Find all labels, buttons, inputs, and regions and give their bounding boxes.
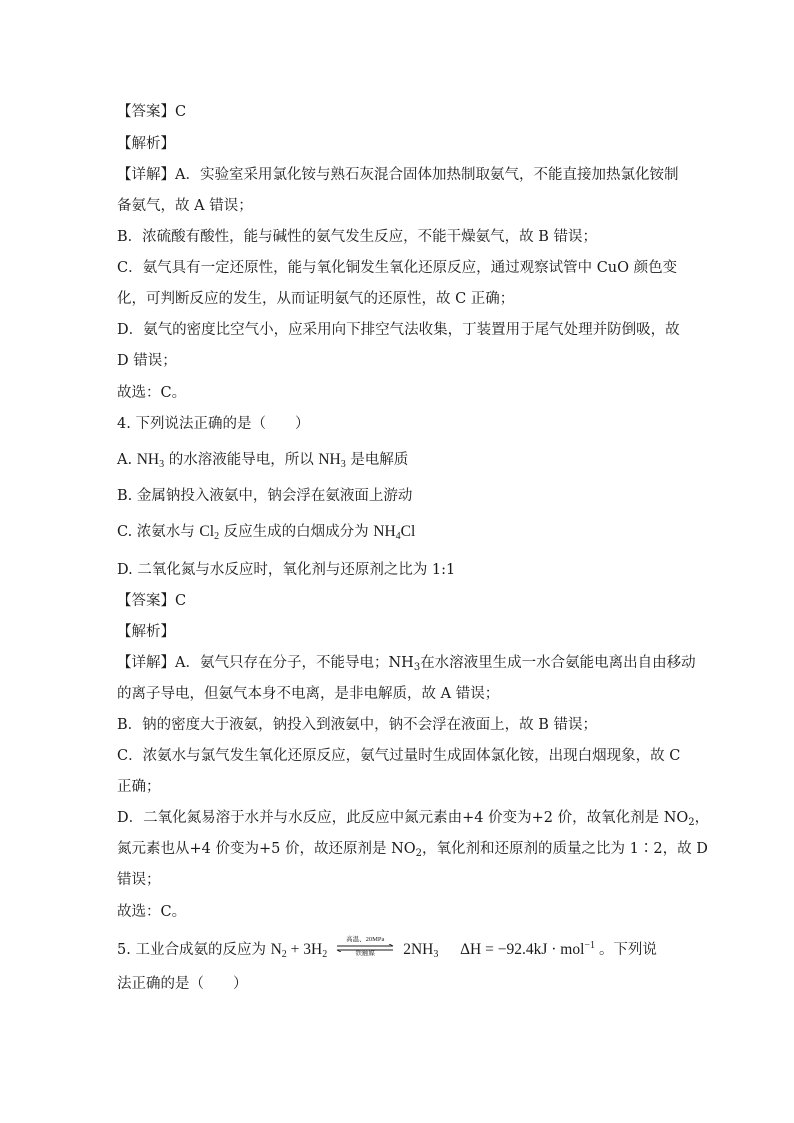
q4-option-c [117, 522, 415, 542]
q3-analysis-label: 【解析】 [117, 136, 175, 152]
formula-nh3-sub: 3 [159, 459, 165, 470]
q5-stem-line-2: 法正确的是（ ） [117, 976, 248, 992]
q4-option-d-analysis-2-pre: 氮元素也从+4 价变为+5 价，故还原剂是 NO [117, 841, 416, 857]
q4-option-a-prefix: A. [117, 452, 137, 468]
formula-cl2 [199, 523, 219, 540]
formula-nh3-second [318, 451, 345, 468]
q4-option-b-analysis: B．钠的密度大于液氨，钠投入到液氨中，钠不会浮在液面上，故 B 错误； [117, 717, 598, 733]
formula-reaction [270, 936, 599, 960]
formula-nh3 [137, 451, 164, 468]
q3-option-d-analysis-1: D．氨气的密度比空气小，应采用向下排空气法收集，丁装置用于尾气处理并防倒吸，故 [117, 322, 680, 338]
q4-detail-line-1-post: 在水溶液里生成一水合氨能电离出自由移动 [420, 655, 696, 671]
q4-option-a-suffix: 是电解质 [350, 452, 409, 468]
formula-2nh3-base: 2NH [403, 941, 434, 958]
q3-detail-line-2: 备氨气，故 A 错误； [117, 198, 253, 214]
q4-answer: 【答案】C [117, 593, 187, 609]
formula-nh4cl-cl: Cl [400, 523, 416, 540]
q4-option-d-analysis-2-post: ，氧化剂和还原剂的质量之比为 1∶2，故 D [422, 841, 708, 857]
formula-enthalpy: ΔH = −92.4kJ · mol [460, 941, 585, 958]
q4-analysis-label: 【解析】 [117, 624, 175, 640]
q4-detail-line-2: 的离子导电，但氨气本身不电离，是非电解质，故 A 错误； [117, 686, 500, 702]
formula-2nh3-sub: 3 [433, 949, 439, 960]
q5-stem-suffix: 。下列说 [598, 942, 657, 958]
formula-enthalpy-exponent: −1 [584, 940, 596, 951]
q4-option-a-middle: 的水溶液能导电，所以 [168, 452, 314, 468]
formula-3h2-base: + 3H [286, 941, 323, 958]
reaction-condition-bottom: 铁触媒 [355, 950, 375, 957]
q3-option-d-analysis-2: D 错误； [117, 353, 177, 369]
reaction-condition-top: 高温、20MPa [346, 936, 385, 943]
formula-nh3-base: NH [136, 451, 160, 468]
q5-stem-line-1 [117, 938, 657, 960]
q3-choose: 故选：C。 [117, 385, 187, 401]
q4-option-d-analysis-2 [117, 839, 708, 859]
formula-cl2-base: Cl [199, 523, 215, 540]
formula-cl2-sub: 2 [214, 531, 220, 542]
q4-option-c-analysis-2: 正确； [117, 779, 161, 795]
formula-nh3-second-base: NH [318, 451, 341, 468]
q3-option-c-analysis-1: C．氨气具有一定还原性，能与氧化铜发生氧化还原反应，通过观察试管中 CuO 颜色变 [117, 260, 678, 276]
q4-stem: 4. 下列说法正确的是（ ） [117, 416, 310, 432]
q4-option-a [117, 450, 408, 470]
reversible-arrow-icon [333, 938, 397, 958]
q4-option-b: B. 金属钠投入液氨中，钠会浮在氨液面上游动 [117, 488, 413, 504]
q4-option-d-no2-sub: 2 [688, 817, 695, 828]
q4-option-d-analysis-1 [117, 808, 709, 828]
q4-detail-nh3-sub: 3 [413, 662, 421, 673]
q4-option-d-analysis-3: 错误； [117, 872, 161, 888]
formula-n2-sub: 2 [281, 949, 287, 960]
q3-option-c-analysis-2: 化，可判断反应的发生，从而证明氨气的还原性，故 C 正确； [117, 291, 515, 307]
q4-detail-line-1 [117, 653, 696, 673]
q4-option-d-no2-sub-2: 2 [415, 848, 423, 859]
formula-nh4cl [373, 523, 415, 540]
q4-choose: 故选：C。 [117, 904, 187, 920]
q4-option-d: D. 二氧化氮与水反应时，氧化剂与还原剂之比为 1:1 [117, 562, 456, 578]
formula-nh4cl-sub: 4 [395, 531, 401, 542]
q5-stem-prefix: 5. 工业合成氨的反应为 [117, 942, 266, 958]
q4-option-c-analysis-1: C．浓氨水与氯气发生氧化还原反应，氨气过量时生成固体氯化铵，出现白烟现象，故 C [117, 748, 681, 764]
formula-nh3-second-sub: 3 [340, 459, 346, 470]
q3-answer: 【答案】C [117, 104, 187, 120]
q4-detail-line-1-pre: 【详解】A．氨气只存在分子，不能导电；NH [117, 655, 414, 671]
q4-option-d-analysis-1-post: ， [694, 810, 710, 826]
q4-option-d-analysis-1-pre: D．二氧化氮易溶于水并与水反应，此反应中氮元素由+4 价变为+2 价，故氧化剂是 NO [117, 810, 689, 826]
formula-3h2-sub: 2 [322, 949, 328, 960]
q4-option-c-middle: 反应生成的白烟成分为 [223, 524, 369, 540]
q3-detail-line-1: 【详解】A．实验室采用氯化铵与熟石灰混合固体加热制取氨气，不能直接加热氯化铵制 [117, 167, 679, 183]
q3-option-b-analysis: B．浓硫酸有酸性，能与碱性的氨气发生反应，不能干燥氨气，故 B 错误； [117, 229, 598, 245]
q4-option-c-prefix: C. 浓氨水与 [117, 524, 195, 540]
formula-nh4cl-base: NH [373, 523, 396, 540]
formula-n2-base: N [270, 941, 282, 958]
